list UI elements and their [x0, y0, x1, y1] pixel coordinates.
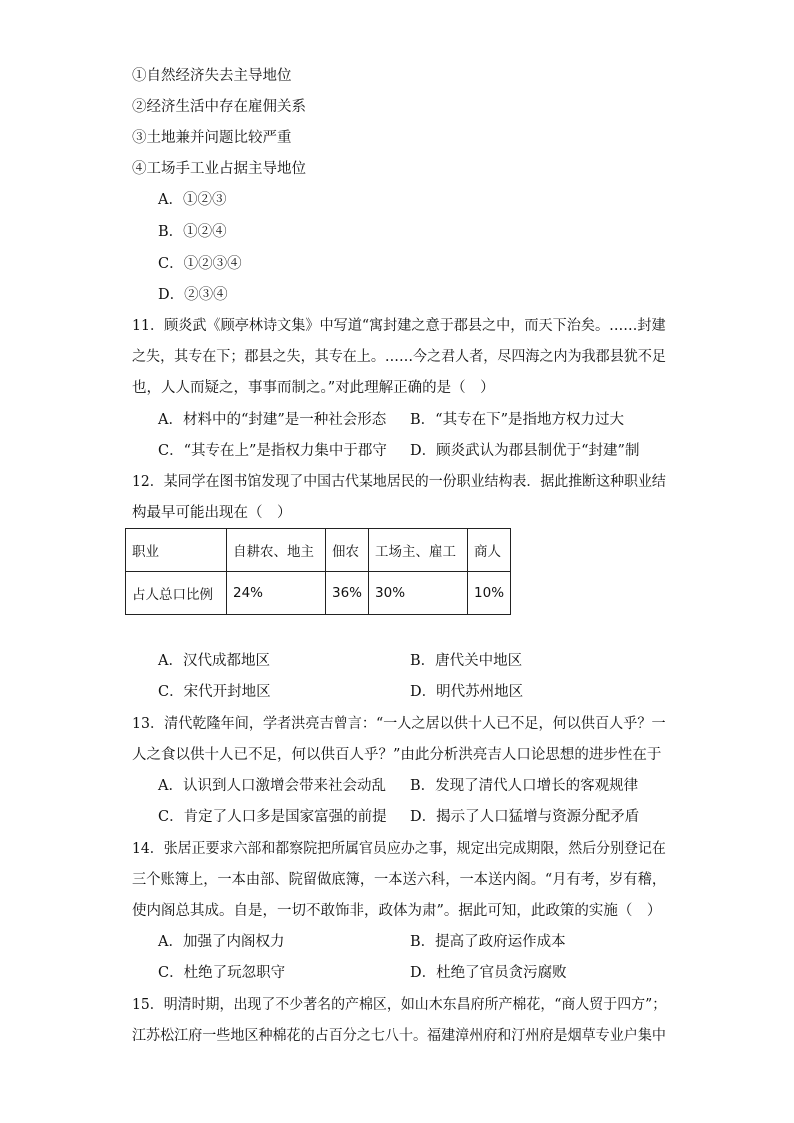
table-cell: 占人总口比例: [126, 572, 227, 615]
q12-text-line-1: 12．某同学在图书馆发现了中国古代某地居民的一份职业结构表．据此推断这种职业结: [132, 474, 666, 490]
q12-option-d: D．明代苏州地区: [410, 684, 524, 700]
q13-text-line-2: 人之食以供十人已不足，何以供百人乎？”由此分析洪亮吉人口论思想的进步性在于: [132, 747, 662, 763]
q13-option-a: A．认识到人口激增会带来社会动乱: [158, 778, 386, 794]
statement-4: ④工场手工业占据主导地位: [132, 161, 306, 177]
table-cell: 24%: [227, 572, 326, 615]
q11-option-c: C．“其专在上”是指权力集中于郡守: [158, 443, 387, 459]
q15-text-line-1: 15．明清时期，出现了不少著名的产棉区，如山木东昌府所产棉花，“商人贸于四方”；: [132, 997, 667, 1013]
option-a: A．①②③: [158, 192, 227, 208]
statement-3: ③土地兼并问题比较严重: [132, 130, 292, 146]
q11-text-line-2: 之失，其专在下；郡县之失，其专在上。……今之君人者，尽四海之内为我郡县犹不足: [132, 349, 666, 365]
q13-option-d: D．揭示了人口猛增与资源分配矛盾: [410, 809, 640, 825]
occupation-table: [125, 528, 511, 615]
q14-option-a: A．加强了内阁权力: [158, 934, 285, 950]
q13-option-b: B．发现了清代人口增长的客观规律: [410, 778, 639, 794]
table-cell: 30%: [369, 572, 468, 615]
table-cell: 工场主、雇工: [369, 529, 468, 572]
table-cell: 10%: [468, 572, 511, 615]
q14-text-line-3: 使内阁总其成。自是，一切不敢饰非，政体为肃”。据此可知，此政策的实施（ ）: [132, 903, 662, 919]
table-header-row: [126, 529, 511, 572]
q12-option-a: A．汉代成都地区: [158, 653, 270, 669]
statement-2: ②经济生活中存在雇佣关系: [132, 99, 306, 115]
q12-option-c: C．宋代开封地区: [158, 684, 271, 700]
q11-option-a: A．材料中的“封建”是一种社会形态: [158, 412, 387, 428]
statement-1: ①自然经济失去主导地位: [132, 68, 292, 84]
table-cell: 自耕农、地主: [227, 529, 326, 572]
q12-text-line-2: 构最早可能出现在（ ）: [132, 505, 292, 521]
q14-text-line-2: 三个账簿上，一本由部、院留做底簿，一本送六科，一本送内阁。“月有考，岁有稽，: [132, 872, 667, 888]
table-cell: 佃农: [326, 529, 369, 572]
table-row: [126, 572, 511, 615]
q13-option-c: C．肯定了人口多是国家富强的前提: [158, 809, 387, 825]
q14-option-c: C．杜绝了玩忽职守: [158, 965, 286, 981]
q15-text-line-2: 江苏松江府一些地区种棉花的占百分之七八十。福建漳州府和汀州府是烟草专业户集中: [132, 1028, 666, 1044]
q11-option-b: B．“其专在下”是指地方权力过大: [410, 412, 624, 428]
option-b: B．①②④: [158, 224, 227, 240]
option-c: C．①②③④: [158, 256, 242, 272]
table-cell: 36%: [326, 572, 369, 615]
q12-option-b: B．唐代关中地区: [410, 653, 523, 669]
q14-option-b: B．提高了政府运作成本: [410, 934, 566, 950]
q11-text-line-1: 11．顾炎武《顾亭林诗文集》中写道“寓封建之意于郡县之中，而天下治矣。……封建: [132, 318, 666, 334]
q14-option-d: D．杜绝了官员贪污腐败: [410, 965, 567, 981]
q11-text-line-3: 也，人人而疑之，事事而制之。”对此理解正确的是（ ）: [132, 380, 495, 396]
option-d: D．②③④: [158, 287, 228, 303]
table-cell: 商人: [468, 529, 511, 572]
q11-option-d: D．顾炎武认为郡县制优于“封建”制: [410, 443, 640, 459]
q14-text-line-1: 14．张居正要求六部和都察院把所属官员应办之事，规定出完成期限，然后分别登记在: [132, 841, 666, 857]
table-cell: 职业: [126, 529, 227, 572]
q13-text-line-1: 13．清代乾隆年间，学者洪亮吉曾言：“一人之居以供十人已不足，何以供百人乎？一: [132, 716, 666, 732]
